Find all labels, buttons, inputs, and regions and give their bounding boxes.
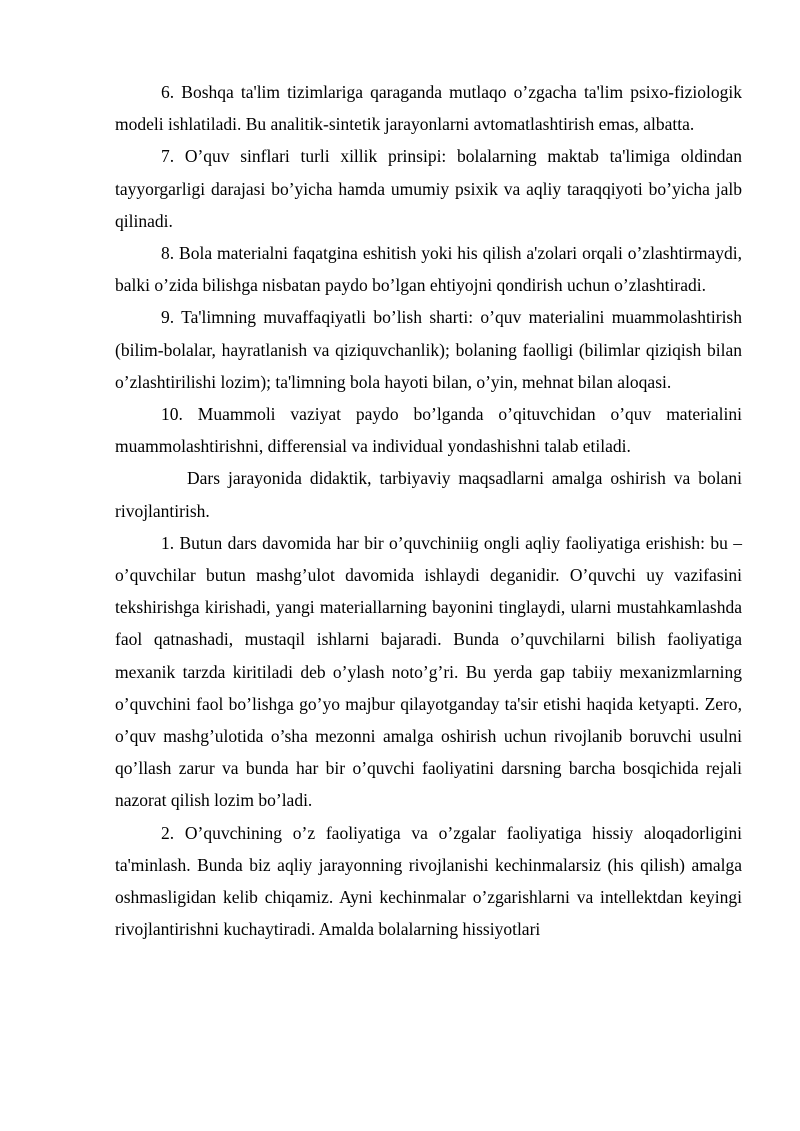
paragraph-item-10: 10. Muammoli vaziyat paydo bo’lganda o’qituvchidan o’quv materialini muammolashtirishni, differensial va individual yondashishni talab etiladi. [115,404,742,457]
section-heading-paragraph: Dars jarayonida didaktik, tarbiyaviy maqsadlarni amalga oshirish va bolani rivojlantirish. [115,468,742,521]
paragraph-point-2: 2. O’quvchining o’z faoliyatiga va o’zgalar faoliyatiga hissiy aloqadorligini ta'minlash. Bunda biz aqliy jarayonning rivojlanishi kechinmalarsiz (his qilish) amalga oshmasligidan kelib chiqamiz. Ayni kechinmalar o’zgarishlarni va intellektdan keyingi rivojlantirishni kuchaytiradi. Amalda bolalarning hissiyotlari [115,822,742,940]
paragraph-item-9: 9. Ta'limning muvaffaqiyatli bo’lish sharti: o’quv materialini muammolashtirish (bilim-bolalar, hayratlanish va qiziquvchanlik); bolaning faolligi (bilimlar qiziqish bilan o’zlashtirilishi lozim); ta'limning bola hayoti bilan, o’yin, mehnat bilan aloqasi. [115,307,742,392]
paragraph-item-8: 8. Bola materialni faqatgina eshitish yoki his qilish a'zolari orqali o’zlashtirmaydi, balki o’zida bilishga nisbatan paydo bo’lgan ehtiyojni qondirish uchun o’zlashtiradi. [115,243,742,296]
document-page [115,76,742,945]
paragraph-item-6: 6. Boshqa ta'lim tizimlariga qaraganda mutlaqo o’zgacha ta'lim psixo-fiziologik modeli ishlatiladi. Bu analitik-sintetik jarayonlarni avtomatlashtirish emas, albatta. [115,82,742,135]
paragraph-item-7: 7. O’quv sinflari turli xillik prinsipi: bolalarning maktab ta'limiga oldindan tayyorgarligi darajasi bo’yicha hamda umumiy psixik va aqliy taraqqiyoti bo’yicha jalb qilinadi. [115,146,742,231]
paragraph-point-1: 1. Butun dars davomida har bir o’quvchiniig ongli aqliy faoliyatiga erishish: bu – o’quvchilar butun mashg’ulot davomida ishlaydi deganidir. O’quvchi uy vazifasini tekshirishga kirishadi, yangi materiallarning bayonini tinglaydi, ularni mustahkamlashda faol qatnashadi, mustaqil ishlarni bajaradi. Bunda o’quvchilarni bilish faoliyatiga mexanik tarzda kiritiladi deb o’ylash noto’g’ri. Bu yerda gap tabiiy mexanizmlarning o’quvchini faol bo’lishga go’yo majbur qilayotganday ta'sir etishi haqida ketyapti. Zero, o’quv mashg’ulotida o’sha mezonni amalga oshirish uchun rivojlanib boruvchi usulni qo’llash zarur va bunda har bir o’quvchi faoliyatini darsning barcha bosqichida rejali nazorat qilish lozim bo’ladi. [115,532,742,811]
